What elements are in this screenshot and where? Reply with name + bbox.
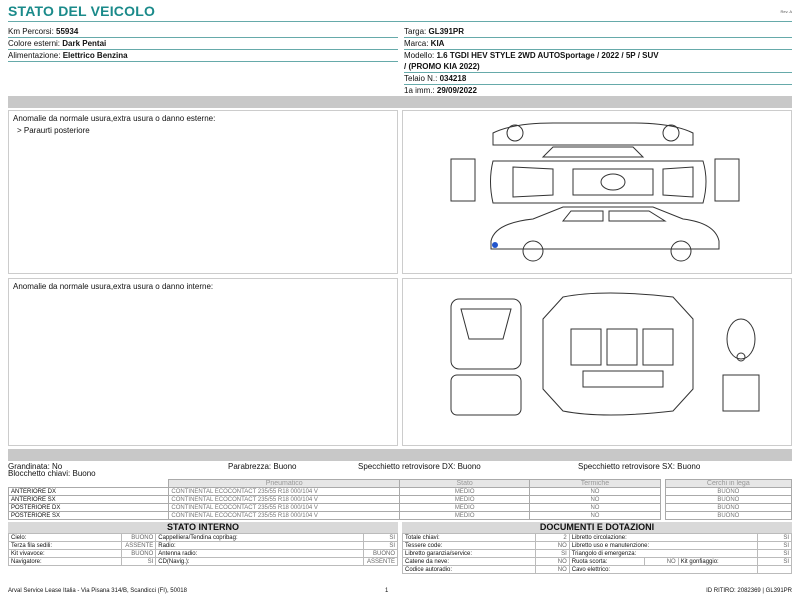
specchietto-dx-text: Specchietto retrovisore DX: Buono (358, 462, 481, 471)
exterior-damage-panel (8, 110, 398, 274)
interior-damage-panel (8, 278, 398, 446)
stato-interno-section (8, 522, 398, 566)
tires-header (9, 480, 792, 488)
immatricolazione-row: 1a imm.: 29/09/2022 (404, 86, 477, 95)
documenti-title: DOCUMENTI E DOTAZIONI (402, 522, 792, 533)
stato-header: Stato (399, 480, 529, 488)
table-row: Totale chiavi: 2 Libretto circolazione: SI (403, 534, 792, 542)
footer-company: Arval Service Lease Italia - Via Pisana 314/B, Scandicci (FI), 50018 (8, 588, 187, 594)
vehicle-info-left (8, 26, 398, 62)
table-row: Libretto garanzia/service: SI Triangolo di emergenza: SI (403, 550, 792, 558)
tire-header: Pneumatico (169, 480, 400, 488)
table-row: Codice autoradio: NO Cavo elettrico: (403, 566, 792, 574)
colore-row: Colore esterni: Dark Pentai (8, 39, 107, 48)
alimentazione-row: Alimentazione: Elettrico Benzina (8, 51, 128, 60)
interior-car-diagram (402, 278, 792, 446)
exterior-item: > Paraurti posteriore (17, 126, 90, 135)
revision-label: Rev. A (780, 9, 792, 14)
modello-row: Modello: 1.6 TGDI HEV STYLE 2WD AUTOSportage / 2022 / 5P / SUV / (PROMO KIA 2022) (404, 51, 659, 71)
stato-interno-title: STATO INTERNO (8, 522, 398, 533)
footer-id: ID RITIRO: 2082369 | GL391PR (706, 588, 792, 594)
table-row: ANTERIORE SX CONTINENTAL ECOCONTACT 235/55 R18 000/104 V MEDIO NO BUONO (9, 496, 792, 504)
vehicle-info-right (404, 26, 792, 97)
title-divider (8, 21, 792, 22)
interior-title: Anomalie da normale usura,extra usura o danno interne: (13, 282, 214, 291)
damage-marker-icon (492, 242, 498, 248)
tires-table (8, 479, 792, 520)
documenti-section (402, 522, 792, 574)
table-row: ANTERIORE DX CONTINENTAL ECOCONTACT 235/55 R18 000/104 V MEDIO NO BUONO (9, 488, 792, 496)
targa-row: Targa: GL391PR (404, 27, 465, 36)
row-divider (8, 61, 398, 62)
table-row: POSTERIORE DX CONTINENTAL ECOCONTACT 235/55 R18 000/104 V MEDIO NO BUONO (9, 504, 792, 512)
table-row: Terza fila sedili: ASSENTE Radio: SI (9, 542, 398, 550)
exterior-title: Anomalie da normale usura,extra usura o danno esterne: (13, 114, 216, 123)
telaio-row: Telaio N.: 034218 (404, 74, 467, 83)
cerchi-header: Cerchi in lega (665, 480, 791, 488)
blocchetto-text: Blocchetto chiavi: Buono (8, 469, 96, 478)
parabrezza-text: Parabrezza: Buono (228, 462, 297, 471)
termiche-header: Termiche (530, 480, 660, 488)
page-title: STATO DEL VEICOLO (8, 3, 156, 19)
car-exterior-diagram (403, 111, 791, 273)
table-row: Catene da neve: NO Ruota scorta: NO Kit gonfiaggio: SI (403, 558, 792, 566)
section-band (8, 96, 792, 108)
section-band (8, 449, 792, 461)
exterior-car-diagram (402, 110, 792, 274)
table-row: Navigatore: SI CD(Navig.): ASSENTE (9, 558, 398, 566)
specchietto-sx-text: Specchietto retrovisore SX: Buono (578, 462, 701, 471)
table-row: Tessere code: NO Libretto uso e manutenzione: SI (403, 542, 792, 550)
table-row: Kit vivavoce: BUONO Antenna radio: BUONO (9, 550, 398, 558)
grandinata-text: Grandinata: No (8, 462, 63, 471)
km-row: Km Percorsi: 55934 (8, 27, 79, 36)
footer-page-number: 1 (385, 588, 389, 594)
car-interior-diagram (403, 279, 791, 445)
table-row: POSTERIORE SX CONTINENTAL ECOCONTACT 235/55 R18 000/104 V MEDIO NO BUONO (9, 512, 792, 520)
marca-row: Marca: KIA (404, 39, 445, 48)
table-row: Cielo: BUONO Cappelliera/Tendina copribag: SI (9, 534, 398, 542)
